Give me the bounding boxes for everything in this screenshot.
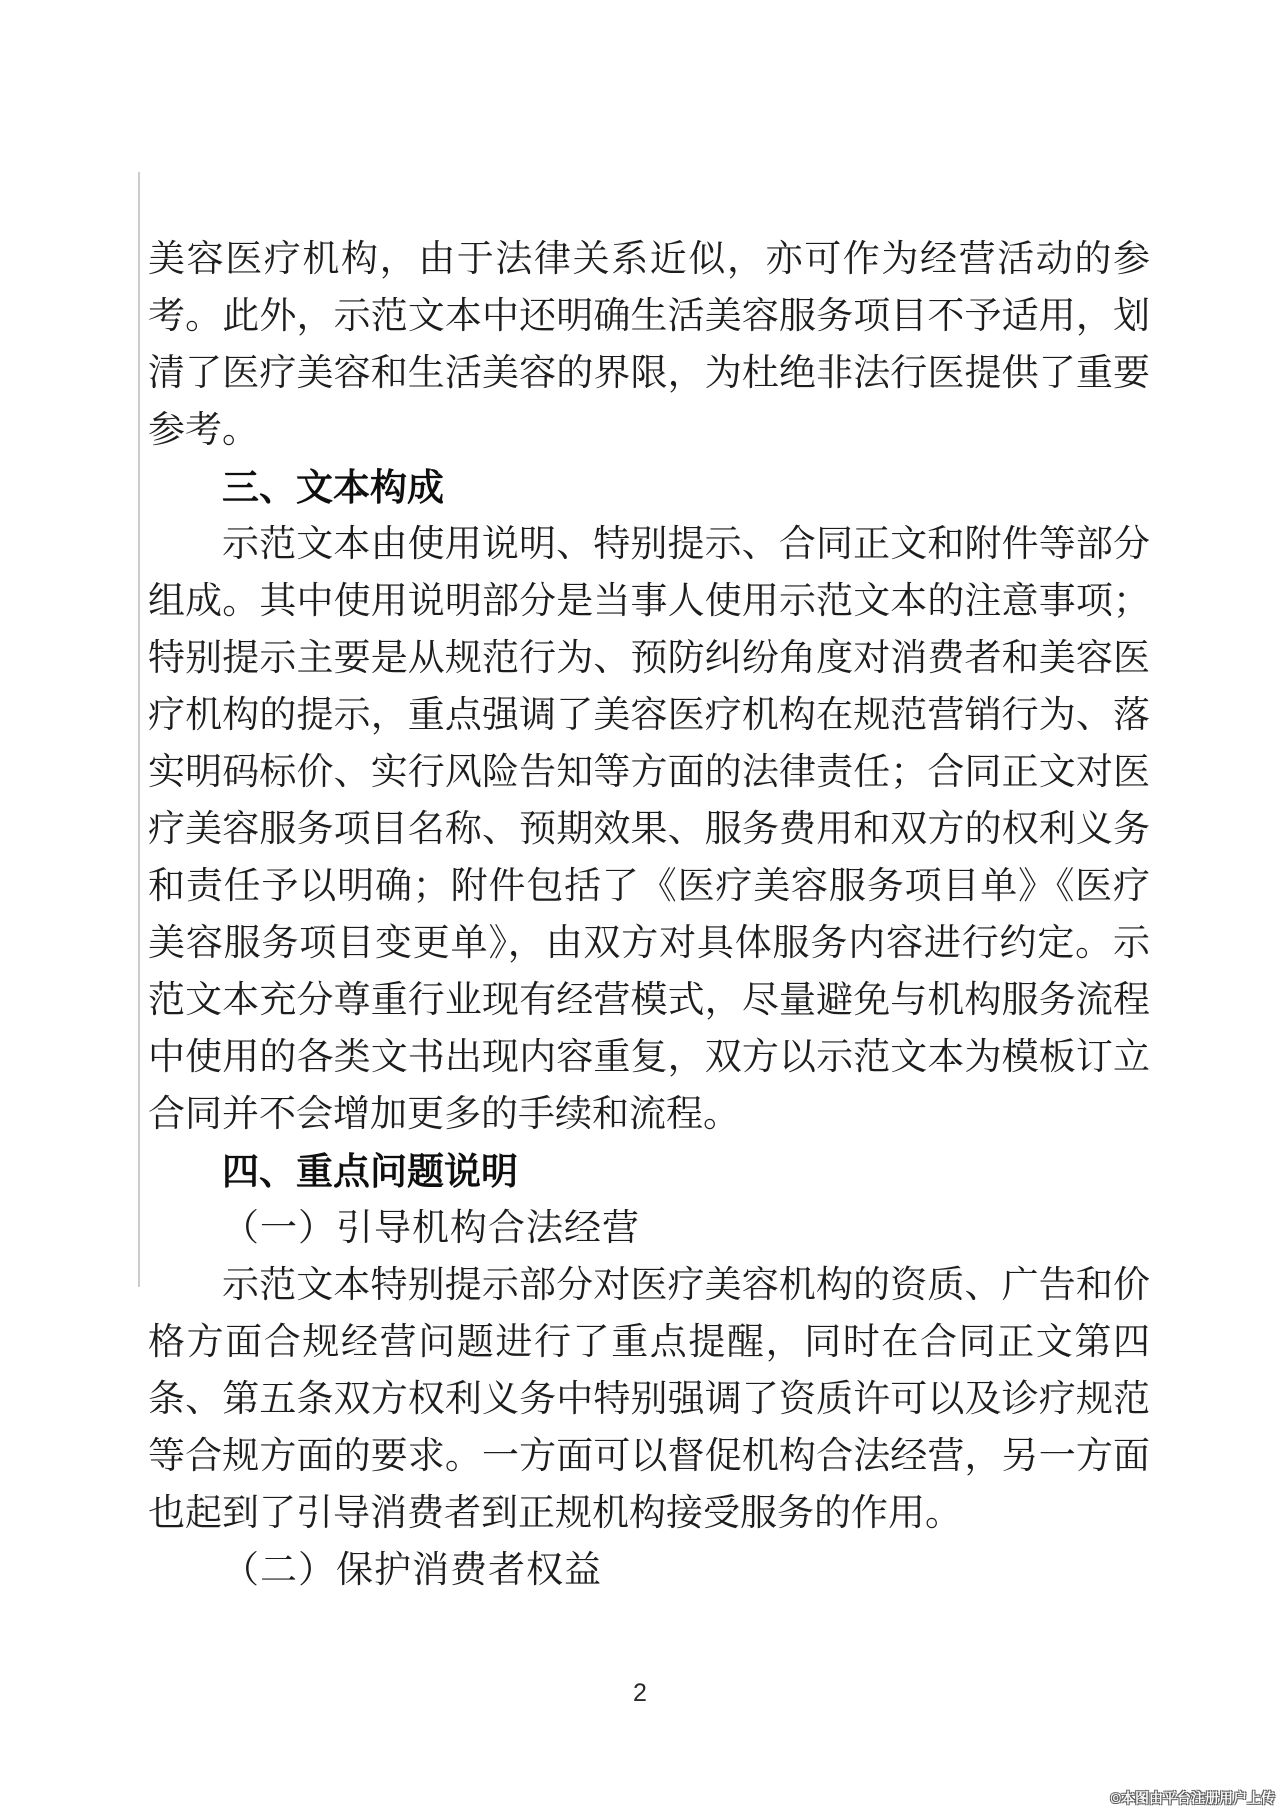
section-heading: 四、重点问题说明	[222, 1151, 518, 1192]
document-body	[148, 231, 1150, 1599]
paragraph-line: 示范文本由使用说明、特别提示、合同正文和附件等部分	[222, 524, 1150, 565]
watermark-text: ©本图由平台注册用户上传	[1110, 1790, 1275, 1806]
paragraph-line: 参考。	[148, 410, 259, 451]
paragraph-line: 考。此外，示范文本中还明确生活美容服务项目不予适用，划	[148, 296, 1150, 337]
paragraph-line: 中使用的各类文书出现内容重复，双方以示范文本为模板订立	[148, 1037, 1150, 1078]
paragraph-line: 美容医疗机构，由于法律关系近似，亦可作为经营活动的参	[148, 239, 1150, 280]
page-number: 2	[633, 1679, 647, 1707]
paragraph-line: 和责任予以明确；附件包括了《医疗美容服务项目单》《医疗	[148, 866, 1150, 907]
paragraph-line: 清了医疗美容和生活美容的界限，为杜绝非法行医提供了重要	[148, 353, 1150, 394]
paragraph-line: 范文本充分尊重行业现有经营模式，尽量避免与机构服务流程	[148, 980, 1150, 1021]
paragraph-line: 也起到了引导消费者到正规机构接受服务的作用。	[148, 1493, 962, 1534]
paragraph-line: 组成。其中使用说明部分是当事人使用示范文本的注意事项；	[148, 581, 1150, 622]
paragraph-line: 合同并不会增加更多的手续和流程。	[148, 1094, 740, 1135]
scan-artifact-line	[138, 172, 140, 1287]
paragraph-line: 特别提示主要是从规范行为、预防纠纷角度对消费者和美容医	[148, 638, 1150, 679]
paragraph-line: 疗机构的提示，重点强调了美容医疗机构在规范营销行为、落	[148, 695, 1150, 736]
sub-heading: （二）保护消费者权益	[222, 1550, 602, 1591]
paragraph-line: 示范文本特别提示部分对医疗美容机构的资质、广告和价	[222, 1265, 1150, 1306]
paragraph-line: 美容服务项目变更单》，由双方对具体服务内容进行约定。示	[148, 923, 1150, 964]
section-heading: 三、文本构成	[222, 467, 444, 508]
paragraph-line: 疗美容服务项目名称、预期效果、服务费用和双方的权利义务	[148, 809, 1150, 850]
paragraph-line: 实明码标价、实行风险告知等方面的法律责任；合同正文对医	[148, 752, 1150, 793]
paragraph-line: 等合规方面的要求。一方面可以督促机构合法经营，另一方面	[148, 1436, 1150, 1477]
paragraph-line: 格方面合规经营问题进行了重点提醒，同时在合同正文第四	[148, 1322, 1150, 1363]
sub-heading: （一）引导机构合法经营	[222, 1208, 640, 1249]
paragraph-line: 条、第五条双方权利义务中特别强调了资质许可以及诊疗规范	[148, 1379, 1150, 1420]
